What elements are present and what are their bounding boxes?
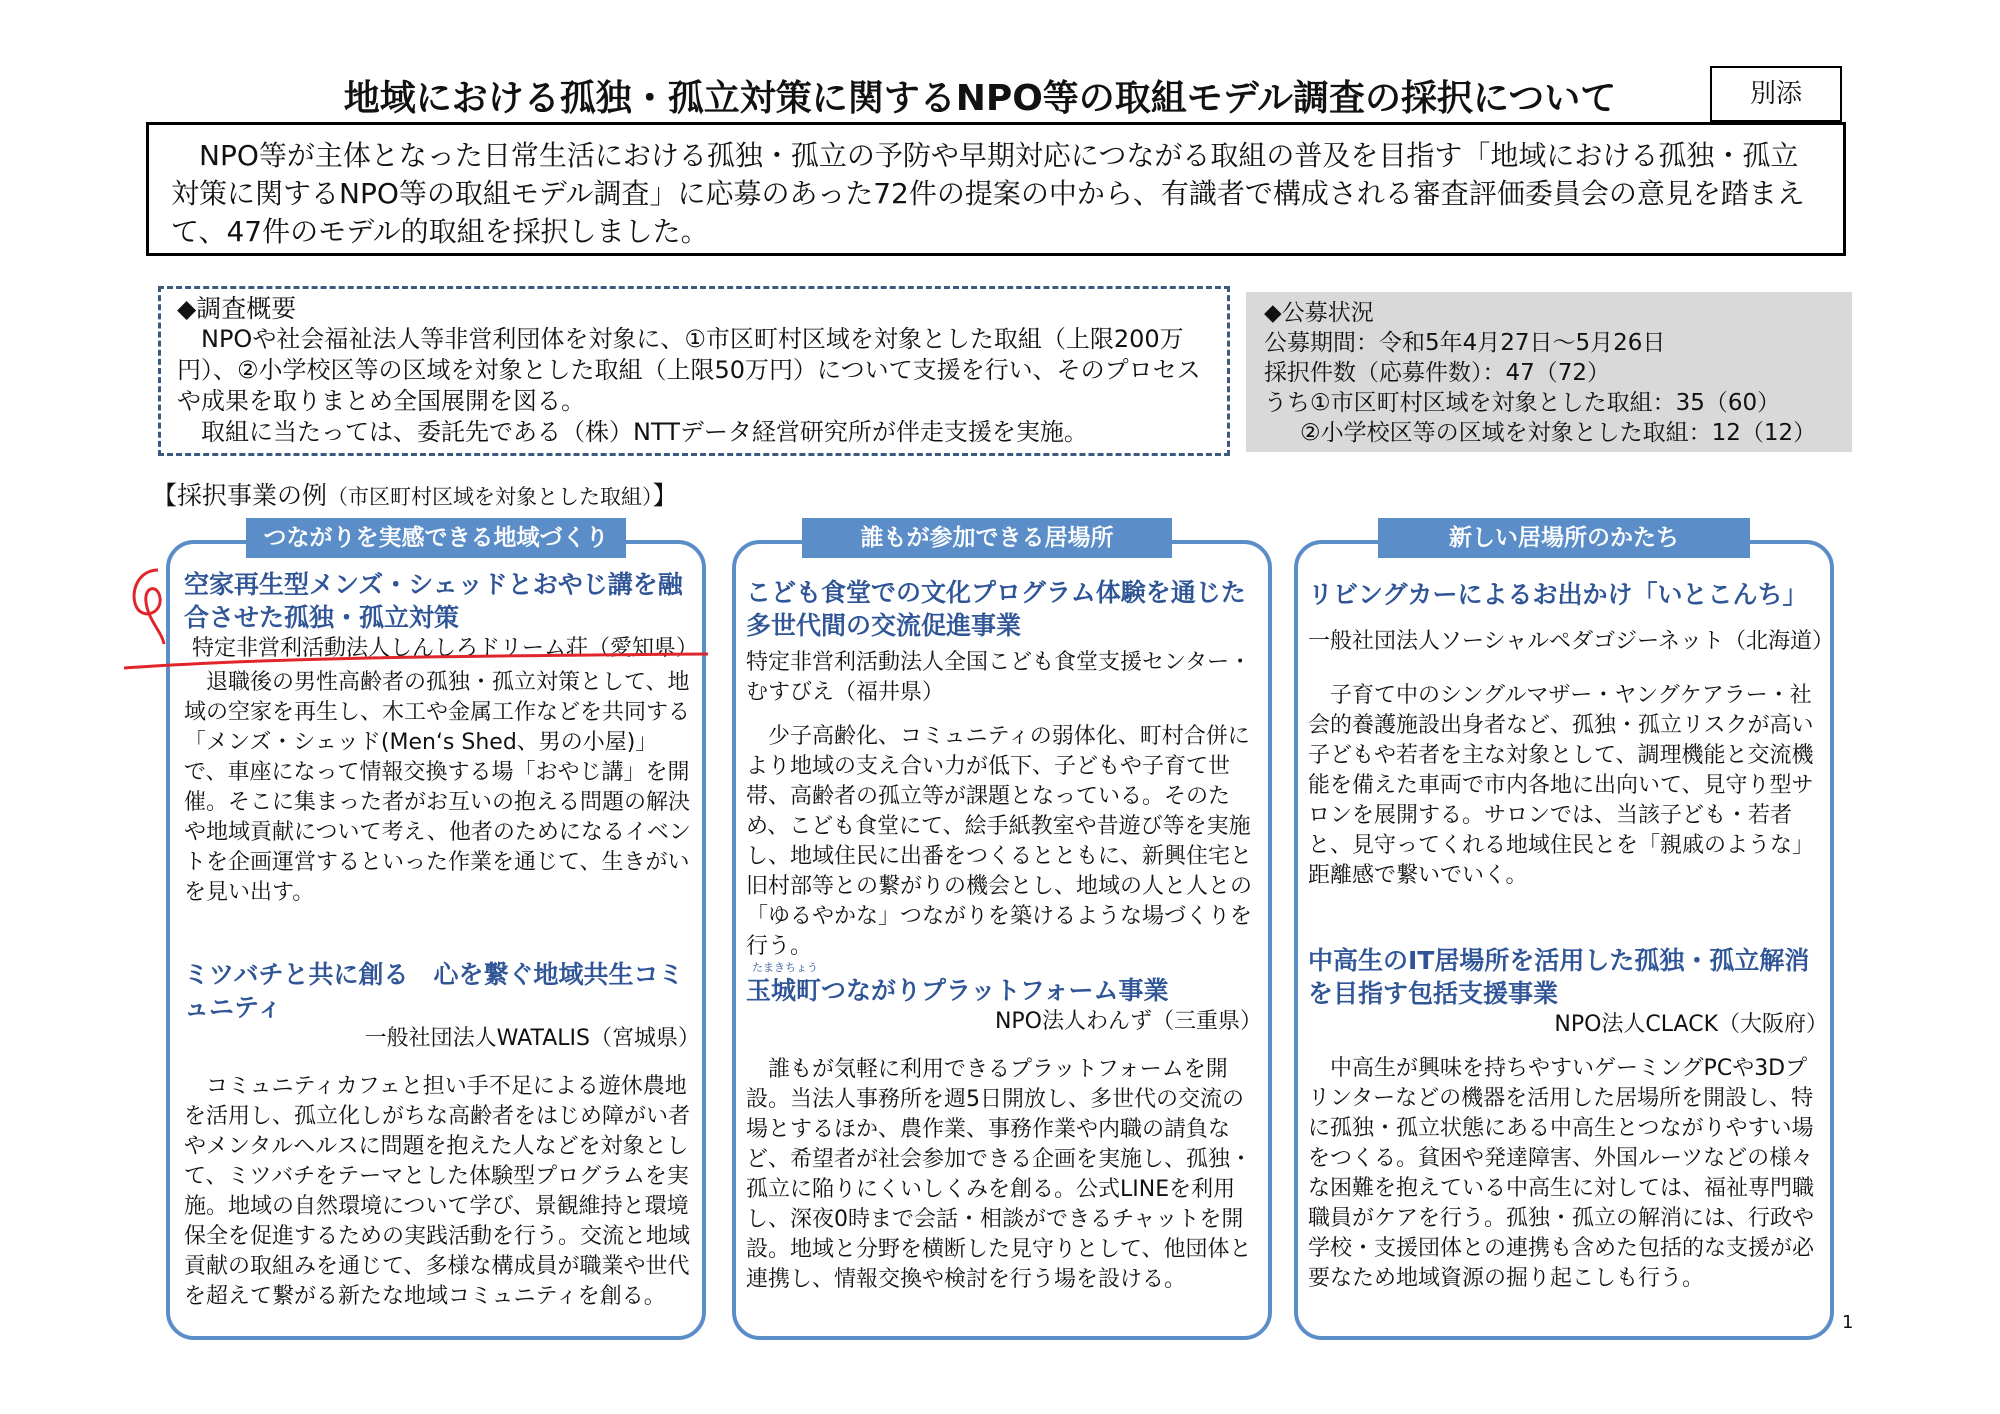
case-body: 誰もが気軽に利用できるプラットフォームを開設。当法人事務所を週5日開放し、多世代の交流の場とするほか、農作業、事務作業や内職の請負など、希望者が社会参加できる企画を実施し、孤独・孤立に陥りにくいしくみを創る。公式LINEを利用し、深夜0時まで会話・相談ができるチャットを開設。地域と分野を横断した見守りとして、他団体と連携し、情報交換や検討を行う場を設ける。 <box>746 1057 1253 1292</box>
case-title: 中高生のIT居場所を活用した孤独・孤立解消を目指す包括支援事業 <box>1308 946 1810 1008</box>
survey-text-2: 取組に当たっては、委託先である（株）NTTデータ経営研究所が伴走支援を実施。 <box>201 418 1088 446</box>
section-label-close: 】 <box>652 481 678 510</box>
case-kodomo-shokudo <box>746 576 1262 962</box>
recruitment-status-box <box>1246 292 1852 452</box>
case-body: 中高生が興味を持ちやすいゲーミングPCや3Dプリンターなどの機器を活用した居場所を開設し、特に孤独・孤立状態にある中高生とつながりやすい場をつくる。貧困や発達障害、外国ルーツなどの様々な困難を抱えている中高生に対しては、福祉専門職職員がケアを行う。孤独・孤立の解消には、行政や学校・支援団体との連携も含めた包括的な支援が必要なため地域資源の掘り起こしも行う。 <box>1308 1056 1815 1291</box>
case-body: 退職後の男性高齢者の孤独・孤立対策として、地域の空家を再生し、木工や金属工作などを共同する「メンズ・シェッド(Men‘s Shed、男の小屋)」で、車座になって情報交換する場「おやじ講」を開催。そこに集まった者がお互いの抱える問題の解決や地域貢献について考え、他者のためになるイベントを企画運営するといった作業を通じて、生きがいを見い出す。 <box>184 670 691 905</box>
case-tamaki <box>746 962 1262 1295</box>
column-header-ibasho: 誰もが参加できる居場所 <box>802 518 1172 558</box>
section-label-sub: （市区町村区域を対象とした取組） <box>327 485 653 509</box>
survey-overview-box <box>158 286 1230 456</box>
case-body: 子育て中のシングルマザー・ヤングケアラー・社会的養護施設出身者など、孤独・孤立リスクが高い子どもや若者を主な対象として、調理機能と交流機能を備えた車両で市内各地に出向いて、見守り型サロンを展開する。サロンでは、当該子ども・若者と、見守ってくれる地域住民とを「親戚のような」距離感で繋いでいく。 <box>1308 683 1815 888</box>
recruit-line-1: うち①市区町村区域を対象とした取組：35（60） <box>1264 390 1781 416</box>
circle-number-one-mark <box>134 570 164 644</box>
case-title: ミツバチと共に創る 心を繋ぐ地域共生コミュニティ <box>184 960 684 1022</box>
intro-box <box>146 122 1846 256</box>
section-label-text: 【採択事業の例 <box>152 481 328 510</box>
red-annotation-mark <box>118 562 718 682</box>
column-header-new-ibasho: 新しい居場所のかたち <box>1378 518 1750 558</box>
attachment-badge: 別添 <box>1710 66 1842 122</box>
survey-text-1: NPOや社会福祉法人等非営利団体を対象に、①市区町村区域を対象とした取組（上限200万円）、②小学校区等の区域を対象とした取組（上限50万円）について支援を行い、そのプロセスや成果を取りまとめ全国展開を図る。 <box>177 325 1201 415</box>
case-org: 一般社団法人ソーシャルペダゴジーネット（北海道） <box>1308 629 1835 654</box>
case-title: こども食堂での文化プログラム体験を通じた多世代間の交流促進事業 <box>746 578 1246 640</box>
recruit-count: 採択件数（応募件数）：47（72） <box>1264 360 1611 386</box>
page-title: 地域における孤独・孤立対策に関するNPO等の取組モデル調査の採択について <box>343 78 1617 119</box>
case-org: NPO法人CLACK（大阪府） <box>1554 1012 1828 1037</box>
case-title: 空家再生型メンズ・シェッドとおやじ講を融合させた孤独・孤立対策 <box>184 570 683 632</box>
recruit-line-2: ②小学校区等の区域を対象とした取組：12（12） <box>1300 420 1817 446</box>
survey-heading: ◆調査概要 <box>177 294 297 323</box>
case-org: 特定非営利活動法人しんしろドリーム荘（愛知県） <box>192 636 699 661</box>
case-body: コミュニティカフェと担い手不足による遊休農地を活用し、孤立化しがちな高齢者をはじめ障がい者やメンタルヘルスに問題を抱えた人などを対象として、ミツバチをテーマとした体験型プログラムを実施。地域の自然環境について学び、景観維持と環境保全を促進するための実践活動を行う。交流と地域貢献の取組みを通じて、多様な構成員が職業や世代を超えて繋がる新たな地域コミュニティを創る。 <box>184 1074 691 1309</box>
case-body: 少子高齢化、コミュニティの弱体化、町村合併により地域の支え合い力が低下、子どもや子育て世帯、高齢者の孤立等が課題となっている。そのため、こども食堂にて、絵手紙教室や昔遊び等を実施し、地域住民に出番をつくるとともに、新興住宅と旧村部等との繋がりの機会とし、地域の人と人との「ゆるやかな」つながりを築けるような場づくりを行う。 <box>746 724 1253 959</box>
recruit-heading: ◆公募状況 <box>1264 300 1374 326</box>
case-org: 特定非営利活動法人全国こども食堂支援センター・むすびえ（福井県） <box>746 650 1252 705</box>
case-mitsubachi <box>184 958 700 1312</box>
case-title: リビングカーによるお出かけ「いとこんち」 <box>1308 580 1808 609</box>
case-org: 一般社団法人WATALIS（宮城県） <box>364 1026 700 1051</box>
case-org: NPO法人わんず（三重県） <box>994 1009 1262 1034</box>
intro-text: NPO等が主体となった日常生活における孤独・孤立の予防や早期対応につながる取組の普及を目指す「地域における孤独・孤立対策に関するNPO等の取組モデル調査」に応募のあった72件の提案の中から、有識者で構成される審査評価委員会の意見を踏まえて、47件のモデル的取組を採択しました。 <box>171 139 1805 248</box>
page-number: 1 <box>1842 1312 1854 1333</box>
section-label <box>152 476 678 512</box>
column-header-connection: つながりを実感できる地域づくり <box>246 518 626 558</box>
case-clack <box>1308 944 1828 1294</box>
case-living-car <box>1308 578 1835 891</box>
red-underline <box>124 654 708 668</box>
recruit-period: 公募期間：令和5年4月27日～5月26日 <box>1264 330 1666 356</box>
case-title: 玉城町つながりプラットフォーム事業 <box>746 976 1169 1005</box>
case-ruby: たまきちょう <box>752 961 818 974</box>
